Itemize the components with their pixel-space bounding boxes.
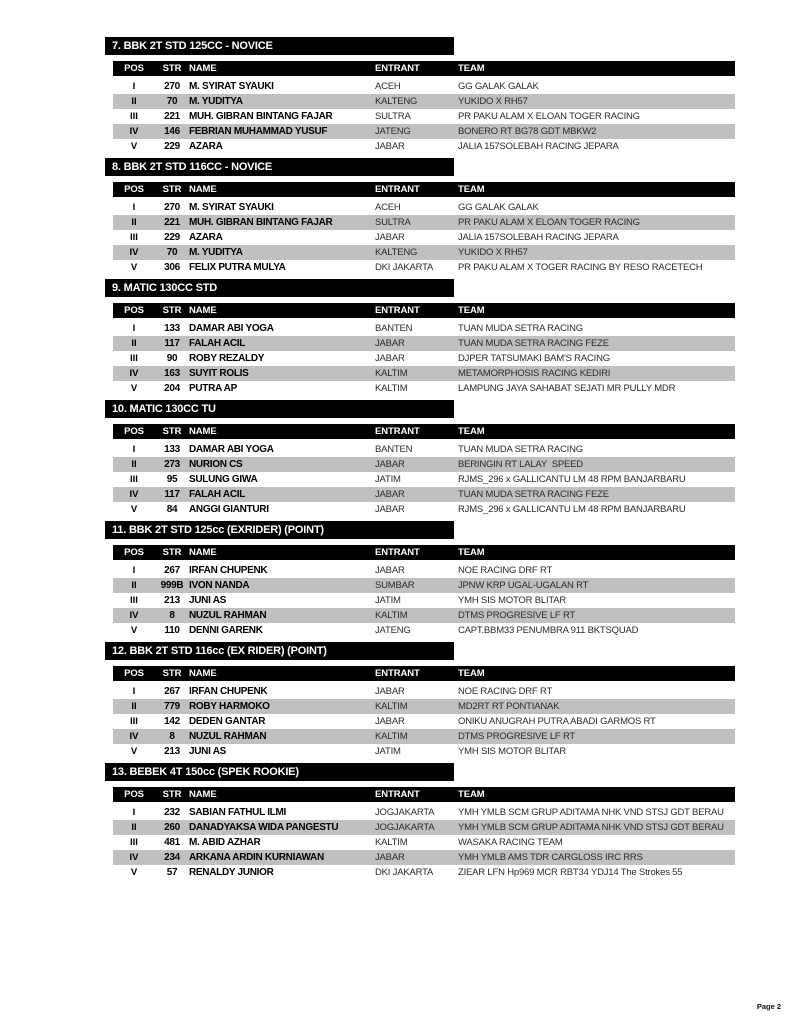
name-cell: FALAH ACIL	[189, 489, 246, 500]
pos-cell: V	[130, 262, 138, 273]
pos-cell: IV	[129, 852, 139, 863]
pos-cell: IV	[129, 126, 139, 137]
team-cell: YMH YMLB AMS TDR CARGLOSS IRC RRS	[458, 852, 643, 863]
team-cell: RJMS_296 x GALLICANTU LM 48 RPM BANJARBARU	[458, 474, 686, 485]
name-cell: DAMAR ABI YOGA	[189, 323, 274, 334]
entrant-cell: JABAR	[375, 353, 405, 364]
pos-cell: IV	[129, 247, 139, 258]
section-title-bar: 9. MATIC 130CC STD	[105, 279, 454, 297]
entrant-cell: JATIM	[375, 595, 401, 606]
str-cell: 70	[166, 96, 178, 107]
name-cell: M. YUDITYA	[189, 96, 243, 107]
pos-cell: I	[132, 444, 136, 455]
entrant-cell: JABAR	[375, 459, 405, 470]
entrant-cell: SUMBAR	[375, 580, 415, 591]
column-header-entrant: ENTRANT	[375, 63, 420, 74]
pos-cell: IV	[129, 368, 139, 379]
str-cell: 117	[164, 338, 180, 349]
str-cell: 95	[166, 474, 178, 485]
table-row	[113, 260, 735, 275]
column-header-str: STR	[162, 63, 182, 74]
table-row	[113, 457, 735, 472]
column-header-team: TEAM	[458, 63, 485, 74]
team-cell: TUAN MUDA SETRA RACING FEZE	[458, 489, 609, 500]
table-body	[113, 200, 735, 275]
table-row	[113, 502, 735, 517]
pos-cell: I	[132, 565, 136, 576]
pos-cell: III	[130, 595, 138, 606]
name-cell: M. ABID AZHAR	[189, 837, 261, 848]
name-cell: JUNI AS	[189, 595, 226, 606]
entrant-cell: KALTIM	[375, 610, 408, 621]
pos-cell: III	[130, 353, 138, 364]
column-header-pos: POS	[124, 789, 144, 800]
team-cell: TUAN MUDA SETRA RACING	[458, 444, 583, 455]
team-cell: BONERO RT BG78 GDT MBKW2	[458, 126, 597, 137]
table-body	[113, 79, 735, 154]
team-cell: ZIEAR LFN Hp969 MCR RBT34 YDJ14 The Strokes 55	[458, 867, 683, 878]
entrant-cell: ACEH	[375, 81, 401, 92]
column-header-entrant: ENTRANT	[375, 668, 420, 679]
entrant-cell: JABAR	[375, 141, 405, 152]
entrant-cell: JABAR	[375, 716, 405, 727]
team-cell: GG GALAK GALAK	[458, 81, 539, 92]
name-cell: RENALDY JUNIOR	[189, 867, 274, 878]
str-cell: 229	[164, 232, 180, 243]
name-cell: ANGGI GIANTURI	[189, 504, 269, 515]
name-cell: ARKANA ARDIN KURNIAWAN	[189, 852, 324, 863]
name-cell: ROBY REZALDY	[189, 353, 265, 364]
column-header-team: TEAM	[458, 305, 485, 316]
section-title-bar: 13. BEBEK 4T 150cc (SPEK ROOKIE)	[105, 763, 454, 781]
column-header-pos: POS	[124, 63, 144, 74]
team-cell: YMH YMLB SCM GRUP ADITAMA NHK VND STSJ GDT BERAU	[458, 807, 724, 818]
team-cell: ONIKU ANUGRAH PUTRA ABADI GARMOS RT	[458, 716, 656, 727]
pos-cell: V	[130, 504, 138, 515]
column-header-name: NAME	[189, 547, 217, 558]
column-header-name: NAME	[189, 668, 217, 679]
column-header-str: STR	[162, 426, 182, 437]
entrant-cell: SULTRA	[375, 111, 411, 122]
entrant-cell: JABAR	[375, 565, 405, 576]
table-header-row	[113, 666, 735, 681]
team-cell: YMH SIS MOTOR BLITAR	[458, 746, 567, 757]
pos-cell: V	[130, 867, 138, 878]
name-cell: IRFAN CHUPENK	[189, 565, 268, 576]
table-row	[113, 124, 735, 139]
table-header-row	[113, 424, 735, 439]
name-cell: IRFAN CHUPENK	[189, 686, 268, 697]
pos-cell: I	[132, 202, 136, 213]
table-row	[113, 593, 735, 608]
pos-cell: V	[130, 746, 138, 757]
name-cell: DEDEN GANTAR	[189, 716, 266, 727]
column-header-str: STR	[162, 305, 182, 316]
str-cell: 232	[164, 807, 180, 818]
pos-cell: III	[130, 111, 138, 122]
table-row	[113, 215, 735, 230]
entrant-cell: ACEH	[375, 202, 401, 213]
column-header-team: TEAM	[458, 668, 485, 679]
entrant-cell: JABAR	[375, 232, 405, 243]
race-class-section	[105, 521, 736, 638]
pos-cell: IV	[129, 731, 139, 742]
name-cell: ROBY HARMOKO	[189, 701, 270, 712]
entrant-cell: JATIM	[375, 474, 401, 485]
str-cell: 213	[164, 746, 180, 757]
table-row	[113, 850, 735, 865]
sections-container	[105, 37, 736, 884]
column-header-str: STR	[162, 789, 182, 800]
name-cell: AZARA	[189, 232, 223, 243]
entrant-cell: DKI JAKARTA	[375, 262, 434, 273]
name-cell: SUYIT ROLIS	[189, 368, 249, 379]
name-cell: M. SYIRAT SYAUKI	[189, 202, 274, 213]
column-header-pos: POS	[124, 305, 144, 316]
pos-cell: I	[132, 807, 136, 818]
team-cell: YMH SIS MOTOR BLITAR	[458, 595, 567, 606]
entrant-cell: JABAR	[375, 504, 405, 515]
column-header-name: NAME	[189, 63, 217, 74]
column-header-name: NAME	[189, 184, 217, 195]
pos-cell: II	[131, 701, 137, 712]
section-title-bar: 7. BBK 2T STD 125CC - NOVICE	[105, 37, 454, 55]
entrant-cell: JABAR	[375, 338, 405, 349]
table-row	[113, 366, 735, 381]
results-table	[113, 303, 735, 396]
column-header-name: NAME	[189, 789, 217, 800]
results-table	[113, 182, 735, 275]
str-cell: 142	[164, 716, 180, 727]
pos-cell: II	[131, 96, 137, 107]
pos-cell: V	[130, 625, 138, 636]
entrant-cell: JATENG	[375, 625, 411, 636]
entrant-cell: KALTENG	[375, 96, 418, 107]
column-header-str: STR	[162, 184, 182, 195]
entrant-cell: JATIM	[375, 746, 401, 757]
column-header-entrant: ENTRANT	[375, 184, 420, 195]
team-cell: MD2RT RT PONTIANAK	[458, 701, 560, 712]
entrant-cell: JABAR	[375, 686, 405, 697]
table-row	[113, 109, 735, 124]
table-header-row	[113, 61, 735, 76]
team-cell: RJMS_296 x GALLICANTU LM 48 RPM BANJARBARU	[458, 504, 686, 515]
str-cell: 267	[164, 686, 180, 697]
team-cell: YUKIDO X RH57	[458, 247, 528, 258]
str-cell: 306	[164, 262, 180, 273]
column-header-name: NAME	[189, 305, 217, 316]
race-class-section	[105, 158, 736, 275]
table-row	[113, 699, 735, 714]
table-header-row	[113, 182, 735, 197]
str-cell: 273	[164, 459, 180, 470]
team-cell: METAMORPHOSIS RACING KEDIRI	[458, 368, 611, 379]
str-cell: 221	[164, 217, 180, 228]
column-header-team: TEAM	[458, 426, 485, 437]
page-number: Page 2	[756, 1002, 781, 1011]
str-cell: 213	[164, 595, 180, 606]
str-cell: 221	[164, 111, 180, 122]
str-cell: 133	[164, 323, 180, 334]
column-header-entrant: ENTRANT	[375, 789, 420, 800]
table-row	[113, 684, 735, 699]
section-title-bar: 11. BBK 2T STD 125cc (EXRIDER) (POINT)	[105, 521, 454, 539]
name-cell: SABIAN FATHUL ILMI	[189, 807, 287, 818]
entrant-cell: JOGJAKARTA	[375, 822, 435, 833]
team-cell: GG GALAK GALAK	[458, 202, 539, 213]
team-cell: CAPT.BBM33 PENUMBRA 911 BKTSQUAD	[458, 625, 639, 636]
entrant-cell: JABAR	[375, 852, 405, 863]
section-title-bar: 10. MATIC 130CC TU	[105, 400, 454, 418]
name-cell: AZARA	[189, 141, 223, 152]
column-header-team: TEAM	[458, 547, 485, 558]
table-body	[113, 563, 735, 638]
table-body	[113, 684, 735, 759]
table-header-row	[113, 787, 735, 802]
section-title-bar: 12. BBK 2T STD 116cc (EX RIDER) (POINT)	[105, 642, 454, 660]
str-cell: 779	[164, 701, 180, 712]
pos-cell: III	[130, 716, 138, 727]
table-row	[113, 321, 735, 336]
team-cell: PR PAKU ALAM X TOGER RACING BY RESO RACETECH	[458, 262, 703, 273]
str-cell: 8	[169, 731, 175, 742]
results-table	[113, 61, 735, 154]
entrant-cell: KALTENG	[375, 247, 418, 258]
str-cell: 117	[164, 489, 180, 500]
name-cell: MUH. GIBRAN BINTANG FAJAR	[189, 111, 333, 122]
table-row	[113, 442, 735, 457]
table-row	[113, 139, 735, 154]
table-row	[113, 835, 735, 850]
column-header-pos: POS	[124, 547, 144, 558]
pos-cell: II	[131, 338, 137, 349]
team-cell: DTMS PROGRESIVE LF RT	[458, 731, 576, 742]
column-header-team: TEAM	[458, 789, 485, 800]
column-header-pos: POS	[124, 668, 144, 679]
race-class-section	[105, 642, 736, 759]
team-cell: BERINGIN RT LALAY SPEED	[458, 459, 583, 470]
race-class-section	[105, 400, 736, 517]
team-cell: JALIA 157SOLEBAH RACING JEPARA	[458, 232, 619, 243]
team-cell: DJPER TATSUMAKI BAM'S RACING	[458, 353, 610, 364]
team-cell: NOE RACING DRF RT	[458, 565, 553, 576]
entrant-cell: SULTRA	[375, 217, 411, 228]
pos-cell: III	[130, 837, 138, 848]
name-cell: DENNI GARENK	[189, 625, 263, 636]
str-cell: 84	[166, 504, 178, 515]
str-cell: 481	[164, 837, 180, 848]
str-cell: 8	[169, 610, 175, 621]
table-header-row	[113, 545, 735, 560]
pos-cell: V	[130, 383, 138, 394]
team-cell: DTMS PROGRESIVE LF RT	[458, 610, 576, 621]
str-cell: 133	[164, 444, 180, 455]
table-row	[113, 79, 735, 94]
entrant-cell: JABAR	[375, 489, 405, 500]
name-cell: FELIX PUTRA MULYA	[189, 262, 286, 273]
team-cell: YMH YMLB SCM GRUP ADITAMA NHK VND STSJ GDT BERAU	[458, 822, 724, 833]
table-row	[113, 623, 735, 638]
team-cell: JPNW KRP UGAL-UGALAN RT	[458, 580, 589, 591]
team-cell: TUAN MUDA SETRA RACING	[458, 323, 583, 334]
table-row	[113, 608, 735, 623]
table-body	[113, 442, 735, 517]
results-table	[113, 666, 735, 759]
name-cell: FEBRIAN MUHAMMAD YUSUF	[189, 126, 328, 137]
entrant-cell: KALTIM	[375, 701, 408, 712]
str-cell: 267	[164, 565, 180, 576]
str-cell: 229	[164, 141, 180, 152]
name-cell: FALAH ACIL	[189, 338, 246, 349]
name-cell: MUH. GIBRAN BINTANG FAJAR	[189, 217, 333, 228]
table-row	[113, 245, 735, 260]
entrant-cell: KALTIM	[375, 837, 408, 848]
table-row	[113, 351, 735, 366]
name-cell: PUTRA AP	[189, 383, 237, 394]
column-header-team: TEAM	[458, 184, 485, 195]
name-cell: NUZUL RAHMAN	[189, 731, 267, 742]
column-header-pos: POS	[124, 184, 144, 195]
pos-cell: III	[130, 232, 138, 243]
name-cell: DANADYAKSA WIDA PANGESTU	[189, 822, 339, 833]
column-header-entrant: ENTRANT	[375, 305, 420, 316]
str-cell: 204	[164, 383, 180, 394]
column-header-entrant: ENTRANT	[375, 426, 420, 437]
pos-cell: III	[130, 474, 138, 485]
pos-cell: V	[130, 141, 138, 152]
str-cell: 57	[166, 867, 178, 878]
pos-cell: I	[132, 81, 136, 92]
table-row	[113, 472, 735, 487]
column-header-entrant: ENTRANT	[375, 547, 420, 558]
entrant-cell: JATENG	[375, 126, 411, 137]
pos-cell: II	[131, 459, 137, 470]
str-cell: 270	[164, 202, 180, 213]
table-row	[113, 805, 735, 820]
pos-cell: I	[132, 323, 136, 334]
team-cell: NOE RACING DRF RT	[458, 686, 553, 697]
str-cell: 270	[164, 81, 180, 92]
team-cell: PR PAKU ALAM X ELOAN TOGER RACING	[458, 217, 640, 228]
entrant-cell: KALTIM	[375, 731, 408, 742]
pos-cell: II	[131, 822, 137, 833]
section-title-bar: 8. BBK 2T STD 116CC - NOVICE	[105, 158, 454, 176]
str-cell: 110	[164, 625, 180, 636]
entrant-cell: BANTEN	[375, 444, 413, 455]
column-header-str: STR	[162, 668, 182, 679]
name-cell: NUZUL RAHMAN	[189, 610, 267, 621]
table-row	[113, 578, 735, 593]
name-cell: JUNI AS	[189, 746, 226, 757]
str-cell: 163	[164, 368, 180, 379]
results-table	[113, 787, 735, 880]
table-row	[113, 729, 735, 744]
results-table	[113, 545, 735, 638]
team-cell: LAMPUNG JAYA SAHABAT SEJATI MR PULLY MDR	[458, 383, 676, 394]
table-row	[113, 381, 735, 396]
pos-cell: II	[131, 217, 137, 228]
race-class-section	[105, 279, 736, 396]
column-header-pos: POS	[124, 426, 144, 437]
table-row	[113, 94, 735, 109]
table-row	[113, 820, 735, 835]
team-cell: WASAKA RACING TEAM	[458, 837, 563, 848]
table-row	[113, 230, 735, 245]
pos-cell: IV	[129, 610, 139, 621]
str-cell: 146	[164, 126, 180, 137]
name-cell: SULUNG GIWA	[189, 474, 258, 485]
name-cell: DAMAR ABI YOGA	[189, 444, 274, 455]
table-body	[113, 805, 735, 880]
str-cell: 999B	[160, 580, 184, 591]
name-cell: NURION CS	[189, 459, 243, 470]
table-body	[113, 321, 735, 396]
pos-cell: IV	[129, 489, 139, 500]
str-cell: 90	[166, 353, 178, 364]
race-class-section	[105, 37, 736, 154]
team-cell: JALIA 157SOLEBAH RACING JEPARA	[458, 141, 619, 152]
table-row	[113, 563, 735, 578]
str-cell: 260	[164, 822, 180, 833]
entrant-cell: KALTIM	[375, 383, 408, 394]
pos-cell: II	[131, 580, 137, 591]
str-cell: 234	[164, 852, 180, 863]
entrant-cell: JOGJAKARTA	[375, 807, 435, 818]
name-cell: M. YUDITYA	[189, 247, 243, 258]
table-header-row	[113, 303, 735, 318]
name-cell: M. SYIRAT SYAUKI	[189, 81, 274, 92]
race-class-section	[105, 763, 736, 880]
column-header-name: NAME	[189, 426, 217, 437]
table-row	[113, 200, 735, 215]
team-cell: PR PAKU ALAM X ELOAN TOGER RACING	[458, 111, 640, 122]
table-row	[113, 744, 735, 759]
str-cell: 70	[166, 247, 178, 258]
column-header-str: STR	[162, 547, 182, 558]
table-row	[113, 487, 735, 502]
entrant-cell: KALTIM	[375, 368, 408, 379]
team-cell: TUAN MUDA SETRA RACING FEZE	[458, 338, 609, 349]
pos-cell: I	[132, 686, 136, 697]
table-row	[113, 865, 735, 880]
name-cell: IVON NANDA	[189, 580, 250, 591]
team-cell: YUKIDO X RH57	[458, 96, 528, 107]
results-table	[113, 424, 735, 517]
table-row	[113, 714, 735, 729]
table-row	[113, 336, 735, 351]
entrant-cell: DKI JAKARTA	[375, 867, 434, 878]
entrant-cell: BANTEN	[375, 323, 413, 334]
